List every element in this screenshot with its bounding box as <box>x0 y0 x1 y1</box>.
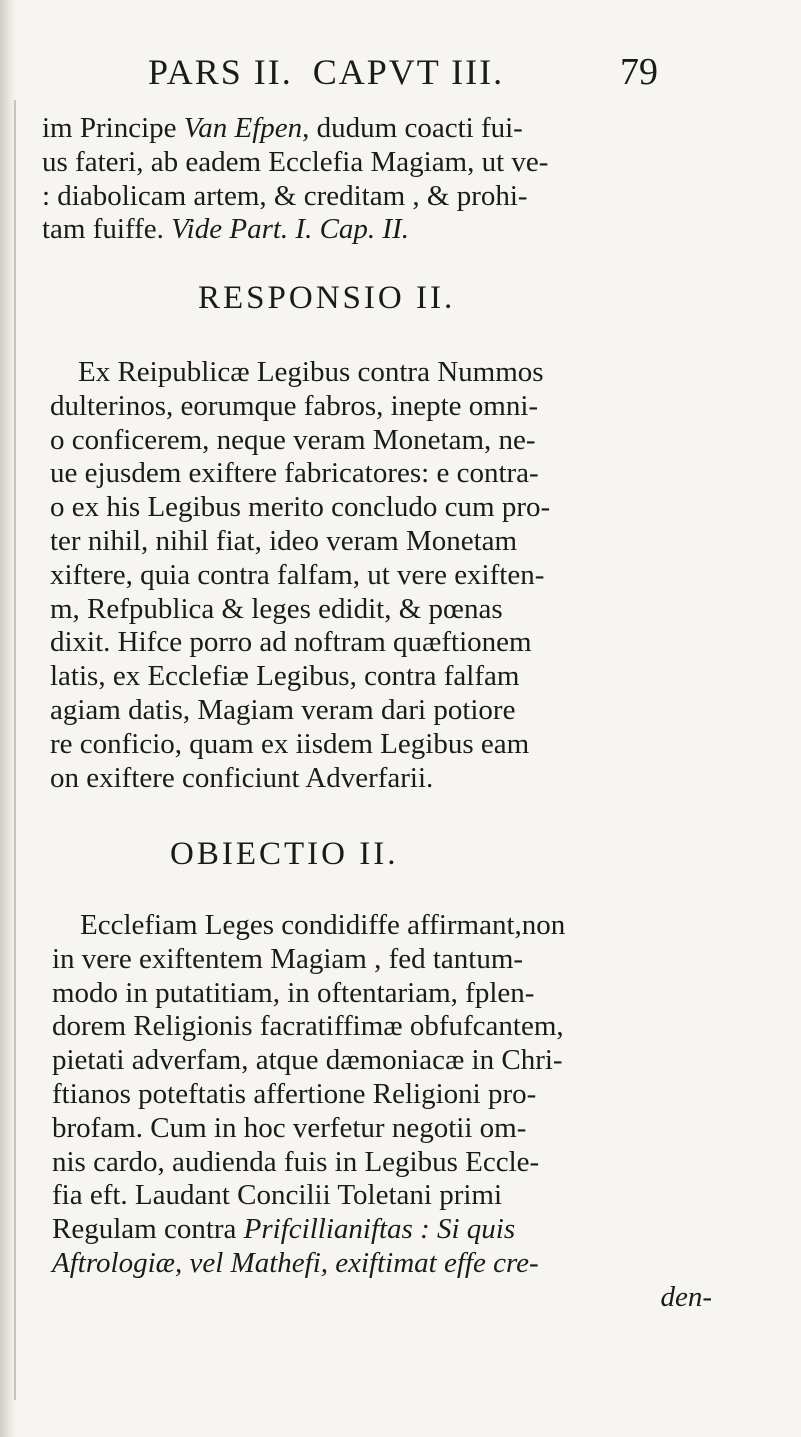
text-line: im Principe Van Efpen, dudum coacti fui- <box>42 112 523 144</box>
text-line: dixit. Hifce porro ad noftram quæftionem <box>50 626 532 659</box>
page-number: 79 <box>620 51 658 93</box>
text-line: : diabolicam artem, & creditam , & prohi- <box>42 179 528 212</box>
text-line: o conficerem, neque veram Monetam, ne- <box>50 423 536 456</box>
header-caput: CAPVT III. <box>312 52 505 92</box>
text-line: agiam datis, Magiam veram dari potiore <box>50 693 516 726</box>
text-line: on exiftere conficiunt Adverfarii. <box>50 761 434 794</box>
text-line: xiftere, quia contra falfam, ut vere exiften- <box>50 558 545 591</box>
section-heading-obiectio: OBIECTIO II. <box>170 836 399 872</box>
text-line: nis cardo, audienda fuis in Legibus Eccle- <box>52 1145 540 1178</box>
text-line: o ex his Legibus merito concludo cum pro- <box>50 491 551 524</box>
paragraph-intro <box>42 112 788 247</box>
text-line: Ex Reipublicæ Legibus contra Nummos <box>78 356 544 388</box>
text-line: modo in putatitiam, in oftentariam, fplen- <box>52 976 535 1009</box>
text-line: in vere exiftentem Magiam , fed tantum- <box>52 942 524 975</box>
paragraph-responsio <box>50 356 790 795</box>
text-line: Ecclefiam Leges condidiffe affirmant,non <box>80 909 566 941</box>
paragraph-obiectio <box>52 909 792 1315</box>
text-line: m, Refpublica & leges edidit, & pœnas <box>50 592 503 625</box>
header-pars: PARS II. <box>148 52 293 92</box>
text-line: re conficio, quam ex iisdem Legibus eam <box>50 727 530 760</box>
text-line: us fateri, ab eadem Ecclefia Magiam, ut ve- <box>42 145 549 178</box>
text-line: Regulam contra Prifcillianiftas : Si quis <box>52 1213 516 1246</box>
text-line: dorem Religionis facratiffimæ obfufcantem, <box>52 1010 564 1043</box>
section-heading-responsio: RESPONSIO II. <box>198 280 456 316</box>
running-header <box>148 50 658 94</box>
text-line: tam fuiffe. Vide Part. I. Cap. II. <box>42 213 409 246</box>
text-line: ftianos poteftatis affertione Religioni pro- <box>52 1077 537 1110</box>
text-line: pietati adverfam, atque dæmoniacæ in Chri- <box>52 1044 563 1077</box>
text-line: Aftrologiæ, vel Mathefi, exiftimat effe cre- <box>52 1246 539 1279</box>
text-line: fia eft. Laudant Concilii Toletani primi <box>52 1179 503 1212</box>
text-line: ue ejusdem exiftere fabricatores: e contra- <box>50 457 539 490</box>
text-line: latis, ex Ecclefiæ Legibus, contra falfam <box>50 660 520 693</box>
catchword: den- <box>660 1280 712 1313</box>
text-line: brofam. Cum in hoc verfetur negotii om- <box>52 1111 527 1144</box>
text-line: ter nihil, nihil fiat, ideo veram Monetam <box>50 524 518 557</box>
text-line: dulterinos, eorumque fabros, inepte omni- <box>50 389 539 422</box>
